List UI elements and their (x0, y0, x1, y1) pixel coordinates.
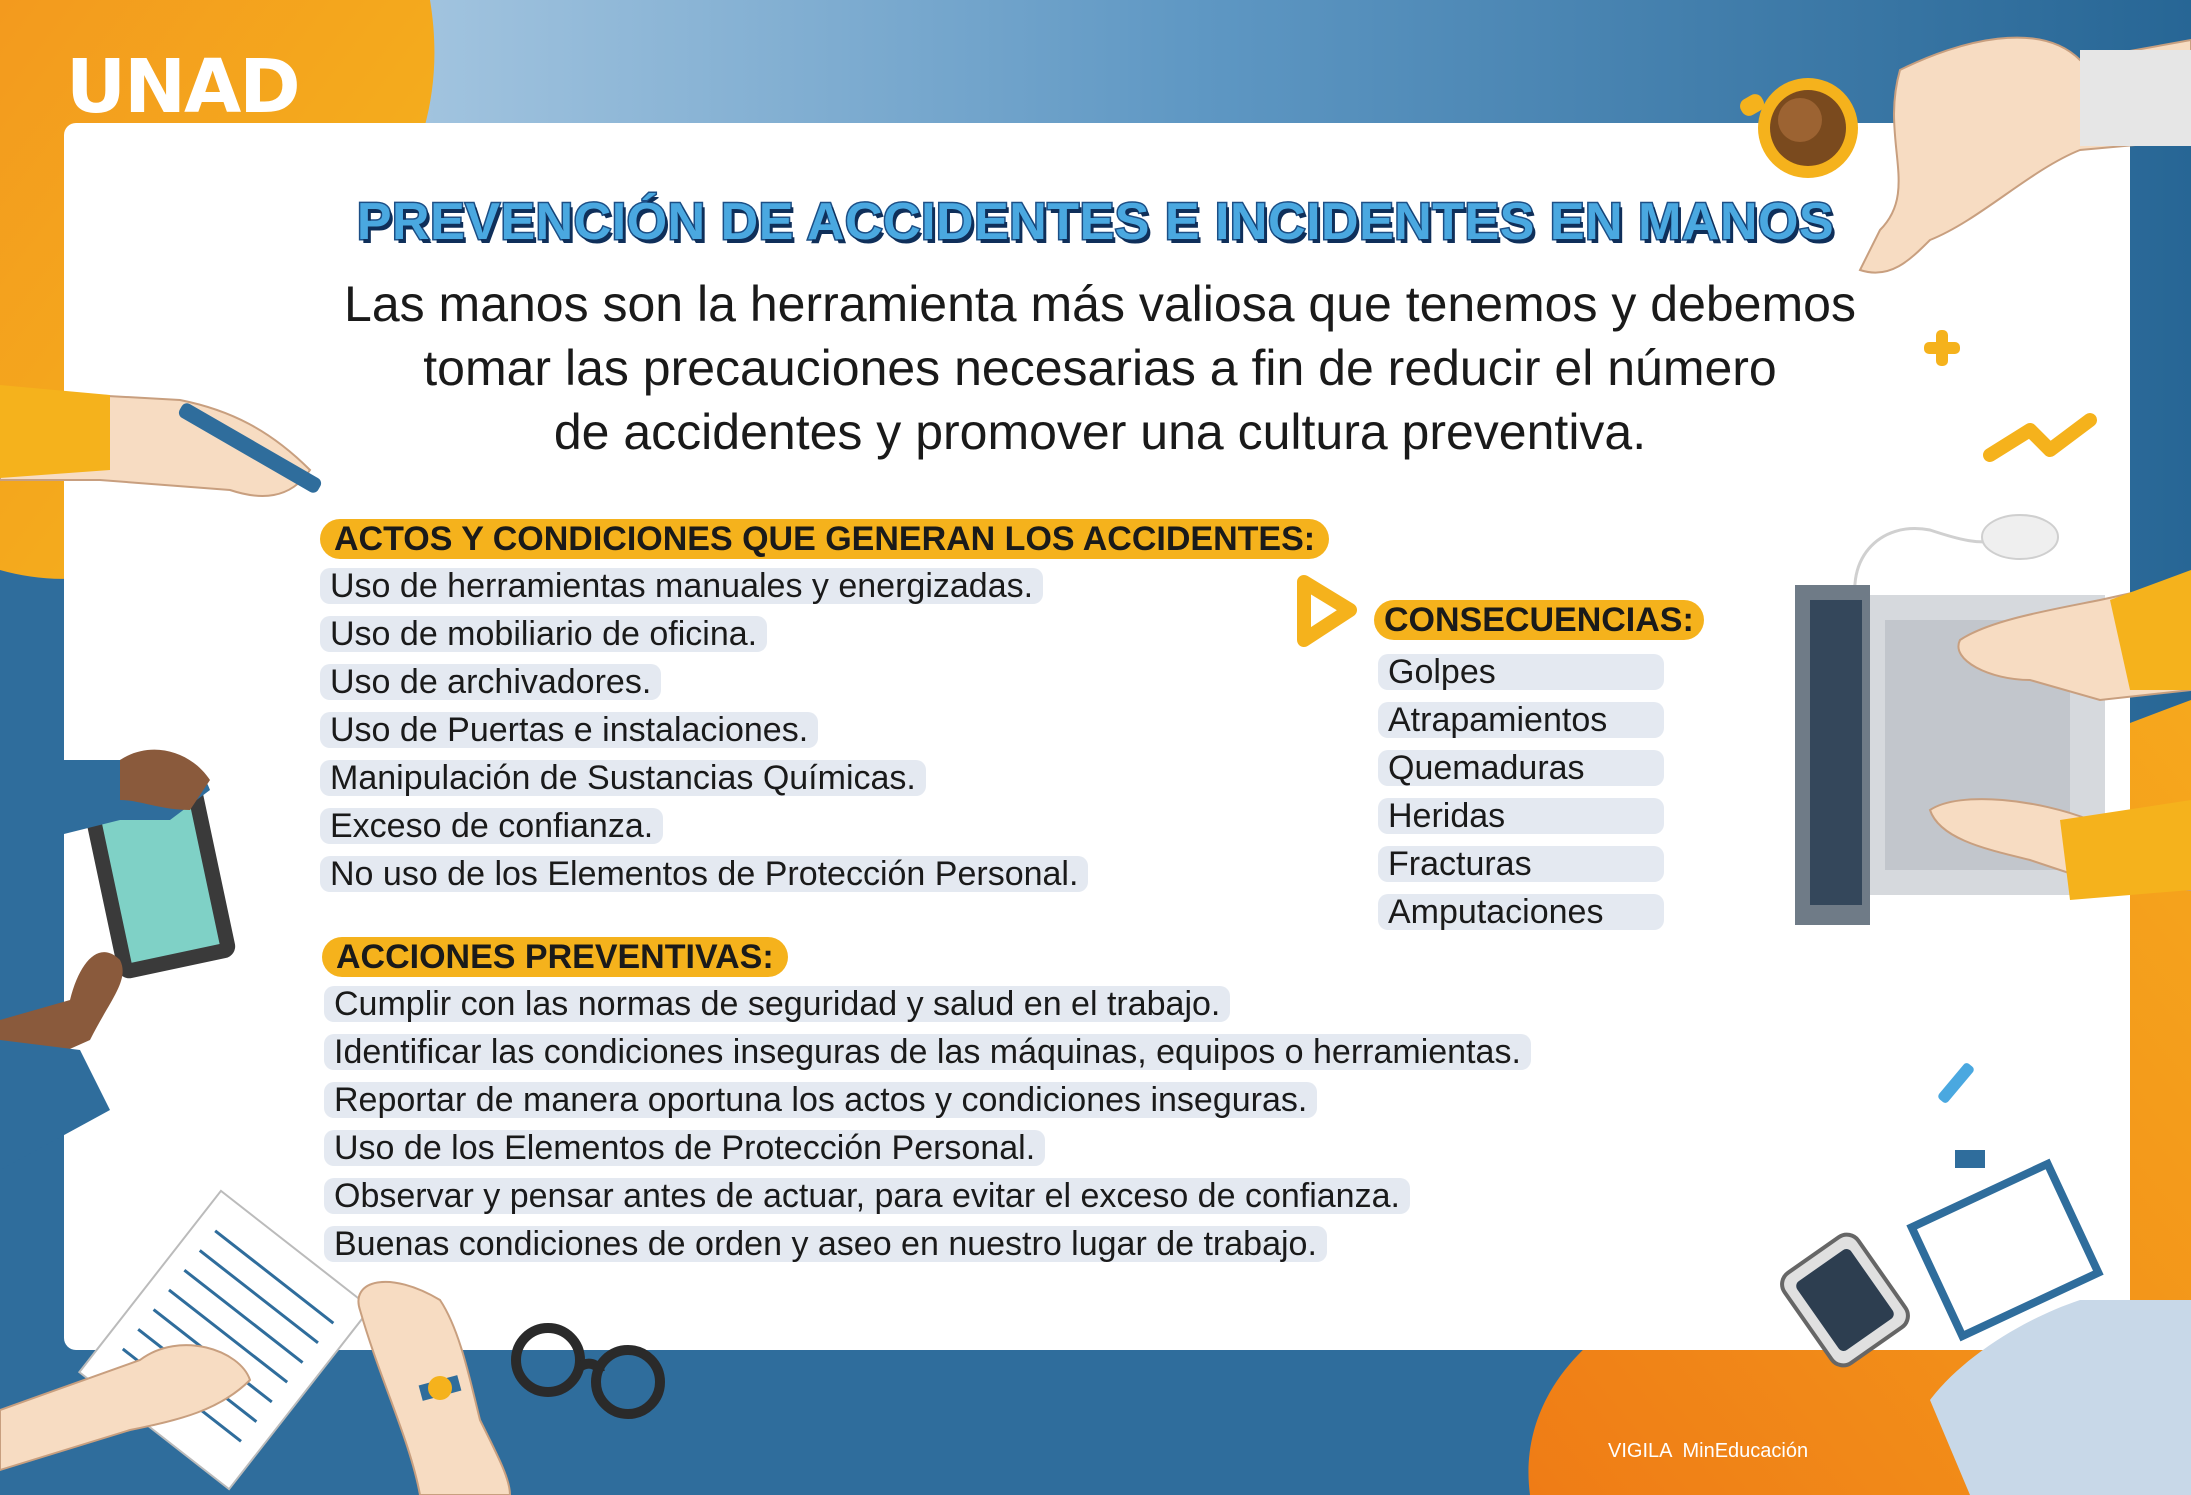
consequences-list (1378, 654, 1664, 942)
consequences-header: CONSECUENCIAS: (1374, 600, 1704, 640)
list-item (320, 808, 1088, 844)
actions-list (324, 986, 1531, 1274)
list-item (1378, 654, 1664, 690)
list-item (1378, 894, 1664, 930)
footer-vigila: VIGILA (1608, 1440, 1673, 1462)
list-item (324, 1178, 1531, 1214)
footer-mineducacion: MinEducación (1682, 1440, 1809, 1462)
actions-header: ACCIONES PREVENTIVAS: (322, 937, 788, 977)
list-item (320, 856, 1088, 892)
pencil-icon (1937, 1062, 1976, 1105)
causes-list (320, 568, 1088, 904)
page-title: PREVENCIÓN DE ACCIDENTES E INCIDENTES EN MANOS (356, 193, 1835, 251)
plus-icon (1924, 330, 1960, 366)
intro-line-2: tomar las precauciones necesarias a fin de reducir el número (423, 340, 1777, 396)
list-item (324, 1130, 1531, 1166)
action-item: Identificar las condiciones inseguras de las máquinas, equipos o herramientas. (324, 1034, 1531, 1070)
intro-paragraph (300, 272, 1900, 464)
list-item (320, 664, 1088, 700)
arrow-triangle-icon (1304, 582, 1350, 640)
intro-line-1: Las manos son la herramienta más valiosa que tenemos y debemos (344, 276, 1856, 332)
consequence-item: Golpes (1378, 654, 1664, 690)
cause-item: Uso de herramientas manuales y energizadas. (320, 568, 1043, 604)
logo-subtitle-line1: Universidad Nacional (66, 130, 255, 152)
logo-divider (66, 182, 254, 184)
consequence-item: Heridas (1378, 798, 1664, 834)
list-item (320, 760, 1088, 796)
action-item: Uso de los Elementos de Protección Personal. (324, 1130, 1045, 1166)
logo-subtitle-line2: Abierta y a Distancia (66, 152, 250, 174)
list-item (1378, 750, 1664, 786)
zigzag-icon (1990, 420, 2090, 455)
logo-unit: GTHUM (66, 187, 250, 243)
action-item: Buenas condiciones de orden y aseo en nuestro lugar de trabajo. (324, 1226, 1327, 1262)
causes-header: ACTOS Y CONDICIONES QUE GENERAN LOS ACCIDENTES: (320, 519, 1329, 559)
consequence-item: Amputaciones (1378, 894, 1664, 930)
cause-item: No uso de los Elementos de Protección Personal. (320, 856, 1088, 892)
list-item (1378, 702, 1664, 738)
list-item (320, 712, 1088, 748)
footer-credits (1608, 1440, 1808, 1463)
cause-item: Exceso de confianza. (320, 808, 663, 844)
action-item: Reportar de manera oportuna los actos y condiciones inseguras. (324, 1082, 1317, 1118)
cause-item: Uso de mobiliario de oficina. (320, 616, 767, 652)
cause-item: Uso de archivadores. (320, 664, 661, 700)
consequence-item: Atrapamientos (1378, 702, 1664, 738)
coffee-cup-icon (1737, 78, 1858, 178)
logo-brand: UNAD (66, 44, 299, 130)
action-item: Observar y pensar antes de actuar, para evitar el exceso de confianza. (324, 1178, 1410, 1214)
list-item (324, 986, 1531, 1022)
list-item (324, 1082, 1531, 1118)
list-item (320, 616, 1088, 652)
list-item (1378, 798, 1664, 834)
list-item (324, 1226, 1531, 1262)
intro-line-3: de accidentes y promover una cultura preventiva. (553, 404, 1647, 460)
notebook-icon (0, 1191, 371, 1489)
phone-icon (1777, 1229, 1914, 1371)
tablet-icon (0, 750, 237, 1170)
list-item (324, 1034, 1531, 1070)
consequence-item: Quemaduras (1378, 750, 1664, 786)
consequence-item: Fracturas (1378, 846, 1664, 882)
cause-item: Uso de Puertas e instalaciones. (320, 712, 818, 748)
cause-item: Manipulación de Sustancias Químicas. (320, 760, 926, 796)
pen-hand-icon (0, 385, 323, 496)
list-item (1378, 846, 1664, 882)
list-item (320, 568, 1088, 604)
glasses-icon (516, 1328, 660, 1414)
wrist-watch-hand-icon (358, 1282, 510, 1495)
action-item: Cumplir con las normas de seguridad y salud en el trabajo. (324, 986, 1230, 1022)
